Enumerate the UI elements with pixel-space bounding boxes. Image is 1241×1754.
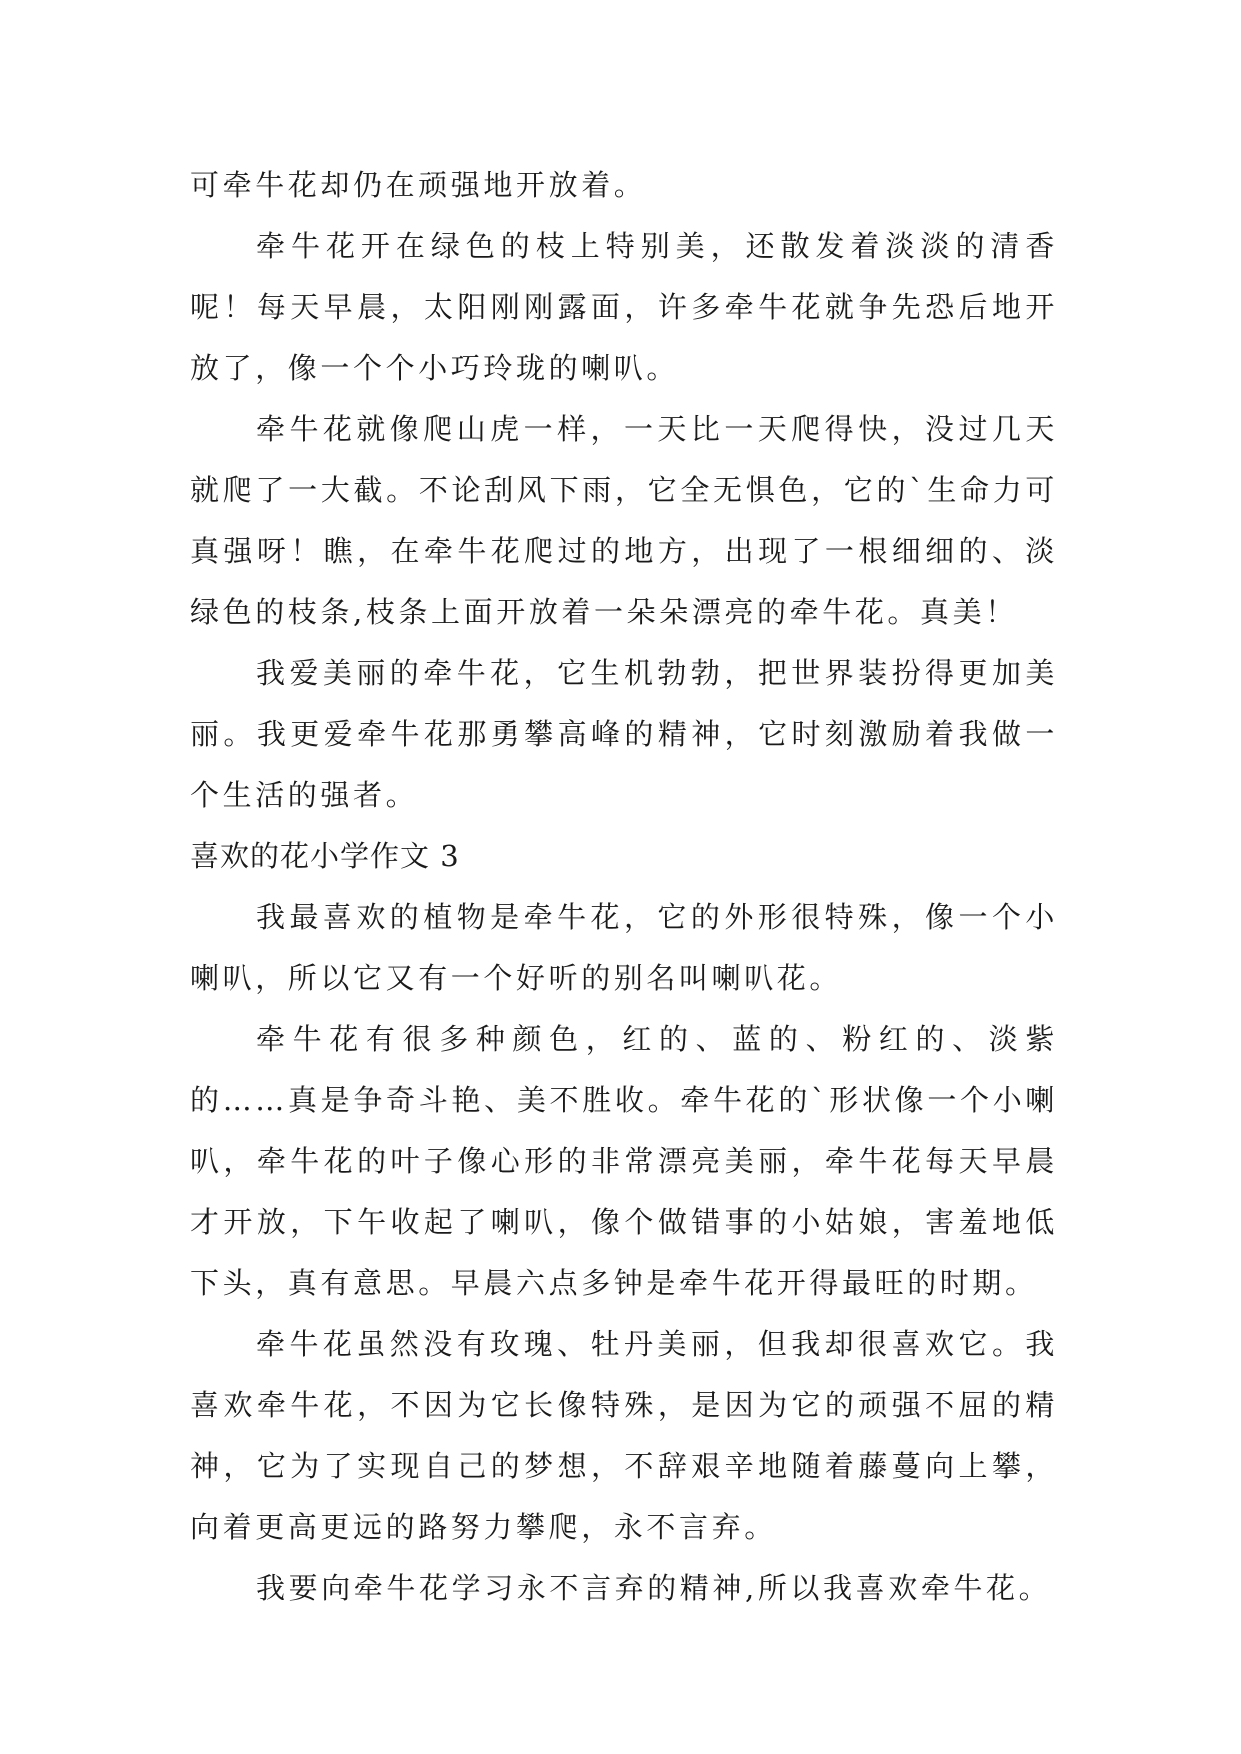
paragraph: 牵牛花虽然没有玫瑰、牡丹美丽，但我却很喜欢它。我喜欢牵牛花，不因为它长像特殊，是因为它的顽强不屈的精神，它为了实现自己的梦想，不辞艰辛地随着藤蔓向上攀，向着更高更远的路努力攀爬，永不言弃。 bbox=[190, 1327, 1058, 1544]
section-heading: 喜欢的花小学作文 3 bbox=[190, 839, 460, 873]
paragraph: 我最喜欢的植物是牵牛花，它的外形很特殊，像一个小喇叭，所以它又有一个好听的别名叫喇叭花。 bbox=[190, 900, 1058, 995]
paragraph: 我要向牵牛花学习永不言弃的精神,所以我喜欢牵牛花。 bbox=[256, 1571, 1052, 1605]
paragraph: 牵牛花开在绿色的枝上特别美，还散发着淡淡的清香呢！每天早晨，太阳刚刚露面，许多牵牛花就争先恐后地开放了，像一个个小巧玲珑的喇叭。 bbox=[190, 229, 1058, 385]
paragraph: 牵牛花就像爬山虎一样，一天比一天爬得快，没过几天就爬了一大截。不论刮风下雨，它全无惧色，它的`生命力可真强呀！瞧，在牵牛花爬过的地方，出现了一根细细的、淡绿色的枝条,枝条上面开放着一朵朵漂亮的牵牛花。真美！ bbox=[190, 412, 1058, 629]
paragraph: 我爱美丽的牵牛花，它生机勃勃，把世界装扮得更加美丽。我更爱牵牛花那勇攀高峰的精神，它时刻激励着我做一个生活的强者。 bbox=[190, 656, 1058, 812]
paragraph: 可牵牛花却仍在顽强地开放着。 bbox=[190, 168, 647, 202]
paragraph: 牵牛花有很多种颜色，红的、蓝的、粉红的、淡紫的……真是争奇斗艳、美不胜收。牵牛花的`形状像一个小喇叭，牵牛花的叶子像心形的非常漂亮美丽，牵牛花每天早晨才开放，下午收起了喇叭，像个做错事的小姑娘，害羞地低下头，真有意思。早晨六点多钟是牵牛花开得最旺的时期。 bbox=[190, 1022, 1058, 1300]
document-body bbox=[190, 155, 1058, 1619]
